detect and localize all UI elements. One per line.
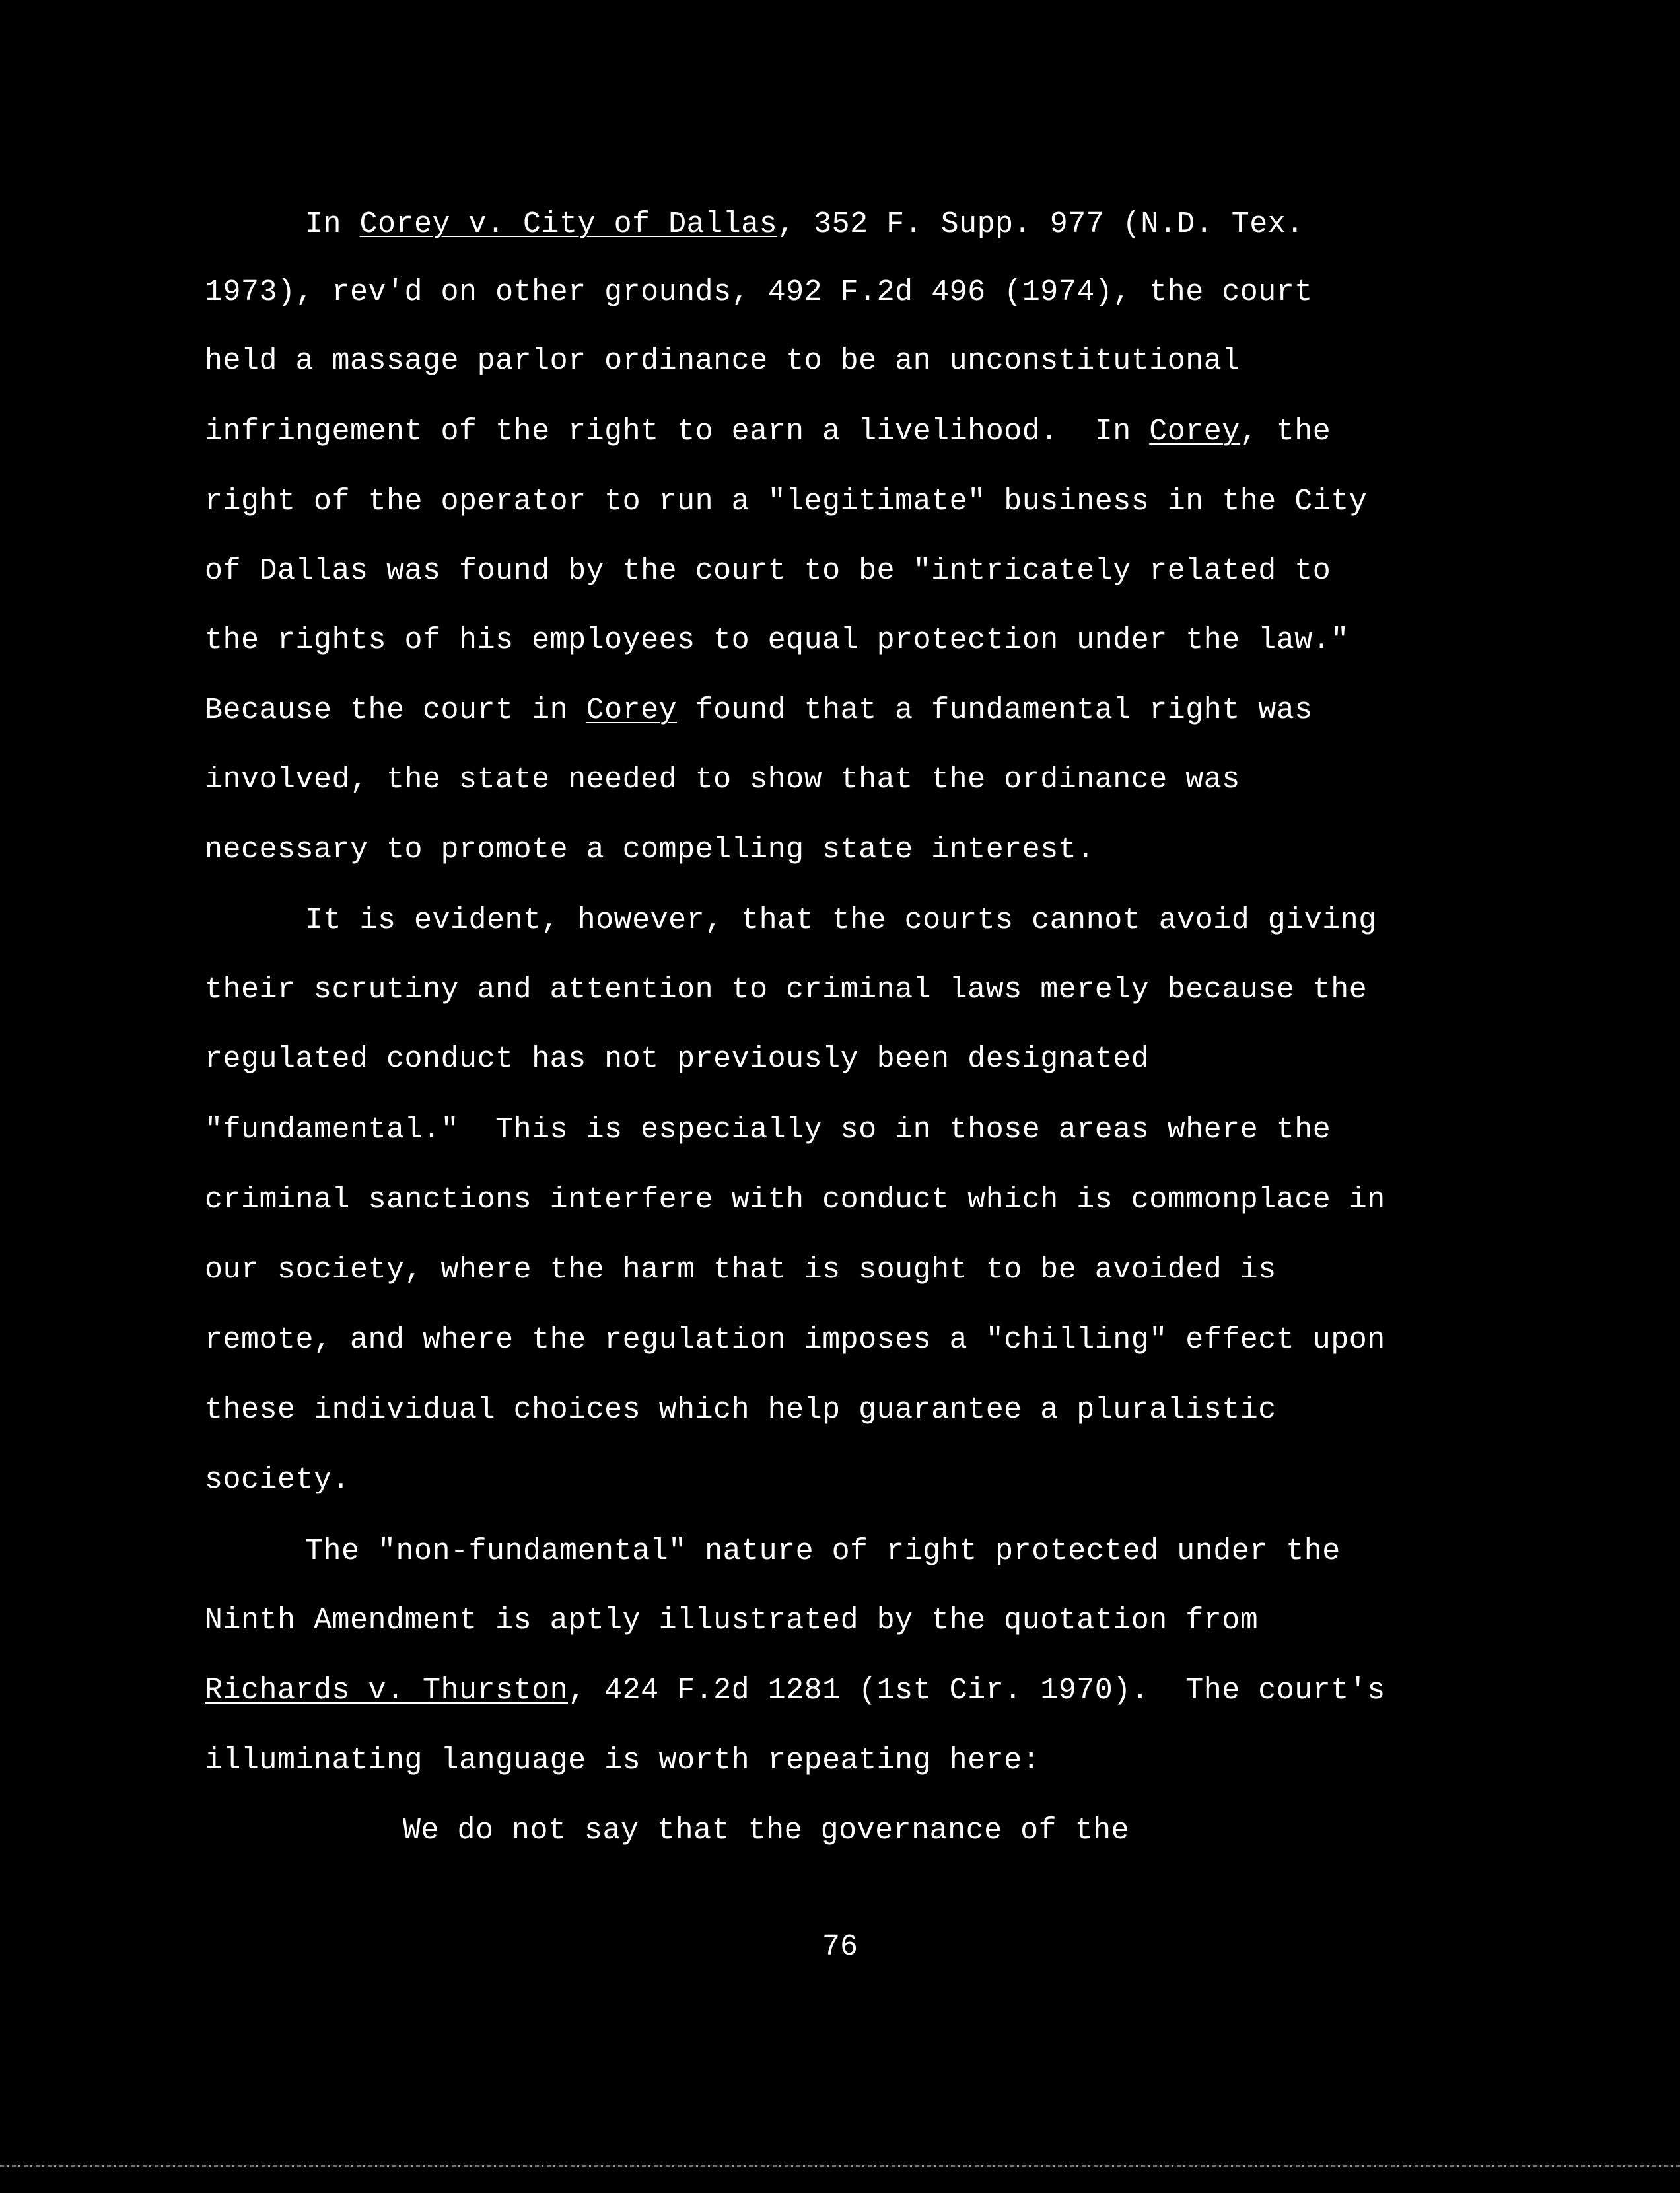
text-line <box>205 1601 1258 1641</box>
text-line <box>305 205 1304 244</box>
text-line <box>205 1110 1331 1150</box>
text-line <box>205 691 1313 731</box>
case-citation: Corey <box>586 694 678 727</box>
text-segment: the rights of his employees to equal protection under the law." <box>205 624 1349 657</box>
text-segment: 1973), rev'd on other grounds, 492 F.2d 496 (1974), the court <box>205 275 1313 309</box>
text-line <box>205 1741 1040 1781</box>
text-segment: , 352 F. Supp. 977 (N.D. Tex. <box>777 207 1304 241</box>
text-line <box>205 1250 1277 1290</box>
text-line <box>205 482 1367 522</box>
text-line <box>205 621 1349 661</box>
text-segment: We do not say that the governance of the <box>403 1814 1130 1848</box>
text-segment: necessary to promote a compelling state interest. <box>205 833 1095 867</box>
text-segment: Ninth Amendment is aptly illustrated by the quotation from <box>205 1604 1259 1637</box>
text-segment: In <box>305 207 360 241</box>
case-citation: Corey v. City of Dallas <box>359 207 778 241</box>
text-segment: of Dallas was found by the court to be "intricately related to <box>205 554 1331 588</box>
text-segment: these individual choices which help guarantee a pluralistic <box>205 1393 1277 1427</box>
text-line <box>205 273 1313 312</box>
text-line <box>305 901 1377 941</box>
text-line <box>205 412 1331 452</box>
text-line <box>403 1811 1129 1851</box>
text-segment: It is evident, however, that the courts cannot avoid giving <box>305 904 1377 937</box>
text-segment: remote, and where the regulation imposes a "chilling" effect upon <box>205 1323 1385 1357</box>
text-line <box>205 970 1367 1010</box>
text-segment: , 424 F.2d 1281 (1st Cir. 1970). The court's <box>568 1674 1385 1708</box>
text-segment: , the <box>1240 415 1331 449</box>
text-segment: held a massage parlor ordinance to be an unconstitutional <box>205 344 1240 378</box>
text-segment: criminal sanctions interfere with conduct which is commonplace in <box>205 1183 1385 1217</box>
text-line <box>205 342 1240 381</box>
text-line <box>205 1671 1385 1711</box>
text-line <box>205 1390 1277 1430</box>
text-segment: Because the court in <box>205 694 586 727</box>
case-citation: Corey <box>1149 415 1240 449</box>
text-line <box>205 760 1240 800</box>
page-number: 76 <box>822 1930 858 1964</box>
case-citation: Richards v. Thurston <box>205 1674 569 1708</box>
text-line <box>205 1460 350 1500</box>
text-line <box>205 830 1095 870</box>
text-line <box>205 1320 1385 1360</box>
text-line <box>205 1180 1385 1220</box>
text-segment: illuminating language is worth repeating here: <box>205 1744 1041 1778</box>
text-segment: "fundamental." This is especially so in those areas where the <box>205 1113 1331 1147</box>
text-segment: involved, the state needed to show that the ordinance was <box>205 763 1240 797</box>
text-segment: found that a fundamental right was <box>677 694 1313 727</box>
text-segment: regulated conduct has not previously been designated <box>205 1042 1150 1076</box>
text-segment: our society, where the harm that is sought to be avoided is <box>205 1253 1277 1287</box>
text-segment: society. <box>205 1463 351 1497</box>
scan-edge-artifact <box>0 2165 1680 2167</box>
text-line <box>305 1532 1341 1571</box>
text-line <box>205 552 1331 591</box>
text-segment: their scrutiny and attention to criminal laws merely because the <box>205 973 1368 1007</box>
text-segment: right of the operator to run a "legitimate" business in the City <box>205 485 1368 519</box>
text-segment: The "non-fundamental" nature of right protected under the <box>305 1534 1341 1568</box>
text-segment: infringement of the right to earn a livelihood. In <box>205 415 1150 449</box>
text-line <box>205 1040 1149 1079</box>
